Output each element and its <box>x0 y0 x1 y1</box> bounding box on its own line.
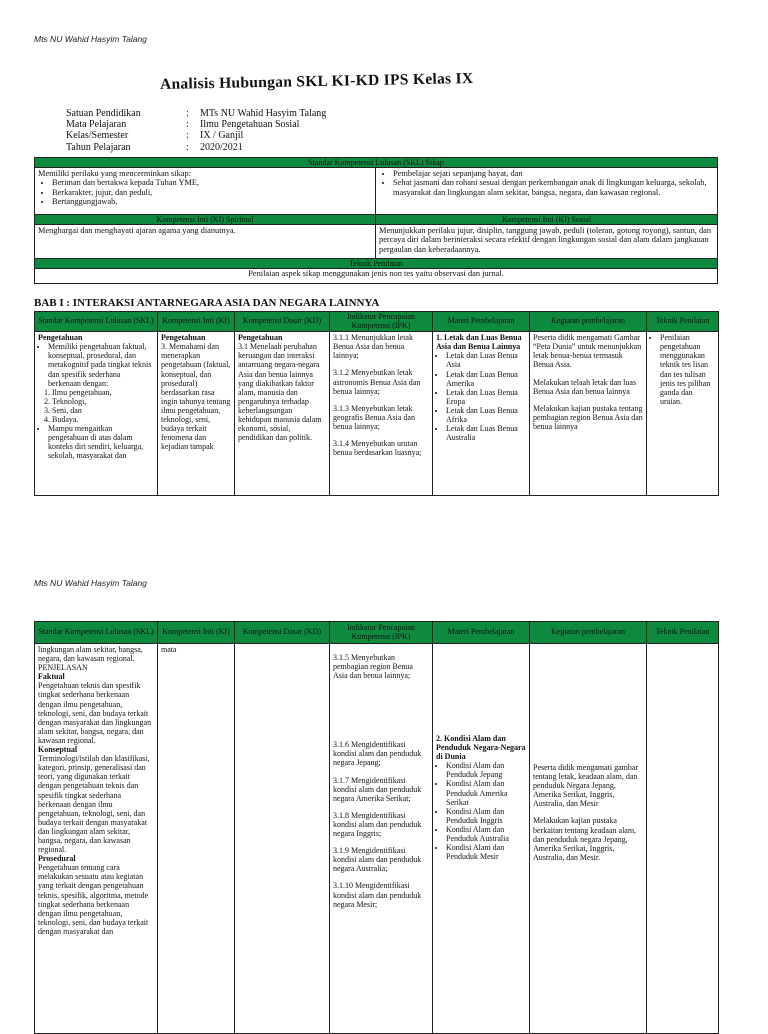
materi-item: • Kondisi Alam dan Penduduk Australia <box>446 825 526 843</box>
skl-title: Pengetahuan <box>38 333 83 343</box>
meta-value: 2020/2021 <box>200 141 243 153</box>
meta-value: MTs NU Wahid Hasyim Talang <box>200 108 327 119</box>
ipk-item: 3.1.6 Mengidentifikasi kondisi alam dan penduduk negara Jepang; <box>333 740 422 768</box>
skl-sikap-heading: Standar Kompetensi Lulusan (SKL) Sikap <box>35 158 717 168</box>
ki-sosial-heading: Kompetensi Inti (KI) Sosial <box>376 215 717 224</box>
materi-item: • Letak dan Luas Benua Afrika <box>446 406 526 424</box>
meta-row: Tahun Pelajaran : 2020/2021 <box>66 141 243 153</box>
skl-list-item: 3. Seni, dan <box>52 406 154 415</box>
col-header: Indikator Pencapaian Kompetensi (IPK) <box>330 622 433 644</box>
kegiatan-item: Melakukan telaah letak dan luas Benua Asia dan benua lainnya <box>533 377 637 396</box>
ki-title: Pengetahuan <box>161 333 206 343</box>
col-header: Kegiatan pembelajaran <box>530 312 647 332</box>
skl-line: lingkungan alam sekitar, bangsa, negara, dan kawasan regional. <box>38 645 143 664</box>
bab-title: BAB I : INTERAKSI ANTARNEGARA ASIA DAN NEGARA LAINNYA <box>34 297 380 309</box>
ipk-item: 3.1.5 Menyebutkan pembagian region Benua Asia dan benua lainnya; <box>333 653 413 681</box>
ki-sosial-text: Menunjukkan perilaku jujur, disiplin, tanggung jawab, peduli (toleran, gotong royong), santun, dan percaya diri dalam berinteraksi secara efektif dengan lingkungan sosial dan alam dalam jangkauan pergaulan dan keberadaannya. <box>379 226 712 254</box>
sikap-intro: Memiliki perilaku yang mencerminkan sikap: <box>38 169 192 178</box>
skl-list-item: 1. Ilmu pengetahuan, <box>52 388 154 397</box>
analysis-table-page2 <box>34 621 719 1034</box>
ipk-item: 3.1.10 Mengidentifikasi kondisi alam dan penduduk negara Mesir; <box>333 881 422 909</box>
section-text: Pengetahuan tentang cara melakukan sesuatu atau kegiatan yang terkait dengan pengetahuan teknis, spesifik, algoritma, metode tingkat sederhana berkenaan dengan ilmu pengetahuan, teknologi, seni, dan budaya terkait dengan masyarakat dan <box>38 863 149 936</box>
kd-title: Pengetahuan <box>238 333 283 343</box>
materi-item: • Kondisi Alam dan Penduduk Jepang <box>446 761 526 779</box>
teknik-cell <box>647 332 719 496</box>
meta-label: Satuan Pendidikan <box>66 108 141 119</box>
section-title: Konseptual <box>38 745 78 755</box>
skl-bullet: • Mampu mengaitkan pengetahuan di atas dalam konteks diri sendiri, keluarga, sekolah, masyarakat dan <box>48 424 154 460</box>
kd-cell <box>235 332 330 496</box>
ki-cell <box>158 332 235 496</box>
meta-value: IX / Ganjil <box>200 130 244 142</box>
col-header: Teknik Penilaian <box>647 312 719 332</box>
col-header: Teknik Penilaian <box>647 622 719 644</box>
ipk-item: 3.1.2 Menyebutkan letak astronomis Benua Asia dan benua lainnya; <box>333 368 421 396</box>
section-text: Terminologi/istilah dan klasifikasi, kategori, prinsip, generalisasi dan teori, yang digunakan terkait dengan pengetahuan teknis dan spesifik tingkat sederhana berkenaan dengan ilmu pengetahuan, teknologi, seni, dan budaya terkait dengan masyarakat dan lingkungan alam sekitar, bangsa, negara, dan kawasan regional. <box>38 754 150 855</box>
ki-spiritual-text: Menghargai dan menghayati ajaran agama yang dianutnya. <box>35 225 376 258</box>
ipk-item: 3.1.4 Menyebutkan urutan benua berdasarkan luasnya; <box>333 439 422 458</box>
skl-bullet: • Memiliki pengetahuan faktual, konseptual, prosedural, dan metakognitif pada tingkat teknis dan spesifik sederhana berkenaan dengan: <box>48 342 154 387</box>
school-header-page2: Mts NU Wahid Hasyim Talang <box>34 578 147 588</box>
col-header: Kompetensi Dasar (KD) <box>235 622 330 644</box>
col-header: Kompetensi Inti (KI) <box>158 312 235 332</box>
kd-text: 3.1 Menelaah perubahan keruangan dan interaksi antarruang negara-negara Asia dan benua lainnya yang diakibatkan faktor alam, manusia dan pengaruhnya terhadap keberlangsungan kehidupan manusia dalam ekonomi, sosial, pendidikan dan politik. <box>238 342 322 443</box>
kegiatan-item: Peserta didik mengamati gambar tentang letak, keadaan alam, dan penduduk Negara Jepang, Amerika Serikat, Inggris, Australia, dan Mesir <box>533 763 639 809</box>
kd-cell <box>235 644 330 1034</box>
sikap-item: • Berkarakter, jujur, dan peduli, <box>52 188 372 197</box>
materi-item: • Letak dan Luas Benua Eropa <box>446 388 526 406</box>
kegiatan-cell <box>530 332 647 496</box>
analysis-table-page1 <box>34 311 719 496</box>
meta-row: Kelas/Semester : IX / Ganjil <box>66 130 244 142</box>
meta-value: Ilmu Pengetahuan Sosial <box>200 119 300 131</box>
kegiatan-item: Peserta didik mengamati Gambar “Peta Dunia” untuk menunjukkan letak benua-benua termasuk Benua Asia. <box>533 333 642 370</box>
materi-item: • Kondisi Alam dan Penduduk Mesir <box>446 843 526 861</box>
col-header: Materi Pembelajaran <box>433 622 530 644</box>
col-header: Kegiatan pembelajaran <box>530 622 647 644</box>
sikap-item: • Pembelajar sejati sepanjang hayat, dan <box>393 169 714 178</box>
skl-cell <box>35 644 158 1034</box>
materi-item: • Letak dan Luas Benua Australia <box>446 424 526 442</box>
col-header: Indikator Pencapaian Kompetensi (IPK) <box>330 312 433 332</box>
meta-label: Kelas/Semester <box>66 130 129 142</box>
teknik-text: • Penilaian pengetahuan menggunakan teknik tes lisan dan tes tulisan jenis tes pilihan ganda dan uraian. <box>660 333 715 406</box>
skl-list-item: 2. Teknologi, <box>52 397 154 406</box>
meta-label: Mata Pelajaran <box>66 119 127 131</box>
section-title: Prosedural <box>38 854 76 864</box>
col-header: Standar Kompetensi Lulusan (SKL) <box>35 312 158 332</box>
teknik-penilaian-heading: Teknik Penilaian <box>35 258 717 268</box>
meta-row: Mata Pelajaran : Ilmu Pengetahuan Sosial <box>66 119 300 131</box>
ipk-cell <box>330 332 433 496</box>
teknik-penilaian-text: Penilaian aspek sikap menggunakan jenis non tes yaitu observasi dan jurnal. <box>35 268 717 279</box>
materi-title: 1. Letak dan Luas Benua Asia dan Benua Lainnya <box>436 333 522 352</box>
materi-item: • Letak dan Luas Benua Asia <box>446 351 526 369</box>
skl-sikap-box <box>34 157 718 284</box>
materi-cell <box>433 332 530 496</box>
materi-title: 2. Kondisi Alam dan Penduduk Negara-Negara di Dunia <box>436 734 526 762</box>
skl-line: PENJELASAN <box>38 663 88 673</box>
sikap-item: • Bertanggungjawab, <box>52 197 372 206</box>
materi-cell <box>433 644 530 1034</box>
materi-item: • Letak dan Luas Benua Amerika <box>446 370 526 388</box>
meta-label: Tahun Pelajaran <box>66 141 131 153</box>
materi-item: • Kondisi Alam dan Penduduk Inggris <box>446 807 526 825</box>
teknik-cell <box>647 644 719 1034</box>
ki-spiritual-heading: Kompetensi Inti (KI) Spiritual <box>35 215 376 224</box>
ipk-item: 3.1.7 Mengidentifikasi kondisi alam dan penduduk negara Amerika Serikat; <box>333 775 422 803</box>
sikap-item: • Beriman dan bertakwa kepada Tuhan YME, <box>52 178 372 187</box>
sikap-right <box>376 168 717 214</box>
ki-text: mata <box>161 645 177 654</box>
kegiatan-item: Melakukan kajian pustaka berkaitan tentang keadaan alam, dan penduduk negara Jepang, Amerika Serikat, Inggris, Australia, dan Mesir. <box>533 816 637 862</box>
meta-row: Satuan Pendidikan : MTs NU Wahid Hasyim Talang <box>66 108 327 119</box>
ipk-item: 3.1.3 Menyebutkan letak geografis Benua Asia dan benua lainnya; <box>333 403 415 431</box>
skl-cell <box>35 332 158 496</box>
section-text: Pengetahuan teknis dan spesifik tingkat sederhana berkenaan dengan ilmu pengetahuan, teknologi, seni, dan budaya terkait dengan masyarakat dan lingkungan alam sekitar, bangsa, negara, dan kawasan regional. <box>38 681 152 745</box>
kegiatan-item: Melakukan kajian pustaka tentang pembagian region Benua Asia dan benua lainnya <box>533 403 643 431</box>
ki-text: 3. Memahami dan menerapkan pengetahuan (faktual, konseptual, dan prosedural) berdasarkan rasa ingin tahunya tentang ilmu pengetahuan, teknologi, seni, budaya terkait fenomena dan kejadian tampak <box>161 342 231 452</box>
school-header: Mts NU Wahid Hasyim Talang <box>34 34 147 44</box>
meta-block <box>66 108 326 153</box>
ipk-item: 3.1.1 Menunjukkan letak Benua Asia dan benua lainnya; <box>333 333 413 361</box>
ki-cell <box>158 644 235 1034</box>
sikap-left <box>35 168 376 214</box>
col-header: Kompetensi Inti (KI) <box>158 622 235 644</box>
section-title: Faktual <box>38 672 65 682</box>
col-header: Materi Pembelajaran <box>433 312 530 332</box>
col-header: Kompetensi Dasar (KD) <box>235 312 330 332</box>
skl-list-item: 4. Budaya. <box>52 415 154 424</box>
page-title: Analisis Hubungan SKL KI-KD IPS Kelas IX <box>159 69 474 93</box>
sikap-item: • Sehat jasmani dan rohani sesuai dengan perkembangan anak di lingkungan keluarga, sekolah, masyarakat dan lingkungan alam sekitar, bangsa, negara, dan kawasan regional. <box>393 178 714 197</box>
col-header: Standar Kompetensi Lulusan (SKL) <box>35 622 158 644</box>
ipk-cell <box>330 644 433 1034</box>
ipk-item: 3.1.9 Mengidentifikasi kondisi alam dan penduduk negara Australia; <box>333 846 422 874</box>
materi-item: • Kondisi Alam dan Penduduk Amerika Serikat <box>446 779 526 806</box>
kegiatan-cell <box>530 644 647 1034</box>
ipk-item: 3.1.8 Mengidentifikasi kondisi alam dan penduduk negara Inggris; <box>333 810 422 839</box>
